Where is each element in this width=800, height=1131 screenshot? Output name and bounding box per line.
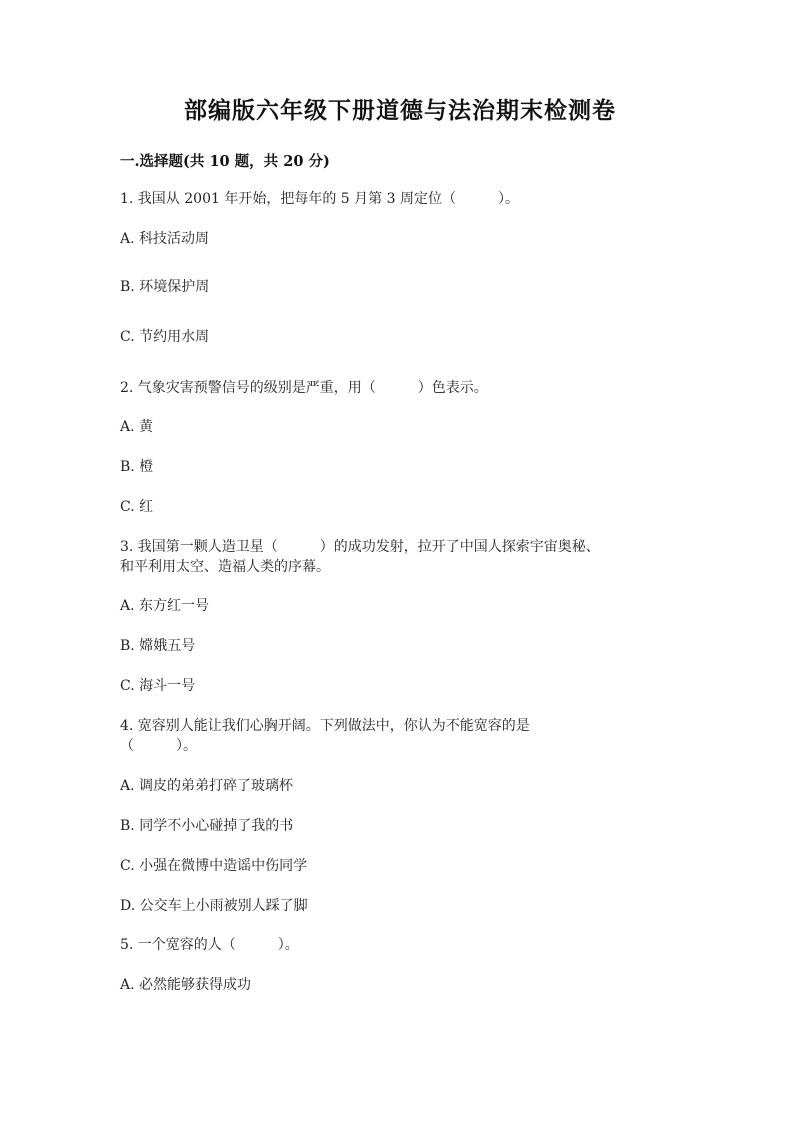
question-4-stem-line-1: 4. 宽容别人能让我们心胸开阔。下列做法中，你认为不能宽容的是 bbox=[120, 718, 530, 734]
question-1-option-c: C. 节约用水周 bbox=[120, 329, 210, 345]
question-5-option-a: A. 必然能够获得成功 bbox=[120, 977, 252, 993]
question-1-option-b: B. 环境保护周 bbox=[120, 279, 210, 295]
question-4-option-d: D. 公交车上小雨被别人踩了脚 bbox=[120, 898, 308, 914]
section-heading: 一.选择题(共 10 题，共 20 分) bbox=[120, 153, 330, 170]
question-2-option-a: A. 黄 bbox=[120, 419, 154, 435]
question-4-stem-line-2: （ ）。 bbox=[120, 738, 197, 754]
question-3-stem-line-2: 和平利用太空、造福人类的序幕。 bbox=[120, 559, 330, 575]
question-1-option-a: A. 科技活动周 bbox=[120, 231, 210, 247]
question-3-option-a: A. 东方红一号 bbox=[120, 598, 210, 614]
question-4-option-a: A. 调皮的弟弟打碎了玻璃杯 bbox=[120, 778, 294, 794]
question-1-stem: 1. 我国从 2001 年开始，把每年的 5 月第 3 周定位（ ）。 bbox=[120, 191, 519, 207]
question-3-option-b: B. 嫦娥五号 bbox=[120, 638, 196, 654]
question-3-option-c: C. 海斗一号 bbox=[120, 678, 196, 694]
page-title: 部编版六年级下册道德与法治期末检测卷 bbox=[184, 97, 616, 124]
question-5-stem: 5. 一个宽容的人（ ）。 bbox=[120, 937, 299, 953]
question-2-option-c: C. 红 bbox=[120, 499, 154, 515]
question-2-stem: 2. 气象灾害预警信号的级别是严重，用（ ）色表示。 bbox=[120, 380, 488, 396]
question-4-option-b: B. 同学不小心碰掉了我的书 bbox=[120, 818, 294, 834]
question-3-stem-line-1: 3. 我国第一颗人造卫星（ ）的成功发射，拉开了中国人探索宇宙奥秘、 bbox=[120, 539, 600, 555]
question-4-option-c: C. 小强在微博中造谣中伤同学 bbox=[120, 858, 308, 874]
question-2-option-b: B. 橙 bbox=[120, 459, 154, 475]
